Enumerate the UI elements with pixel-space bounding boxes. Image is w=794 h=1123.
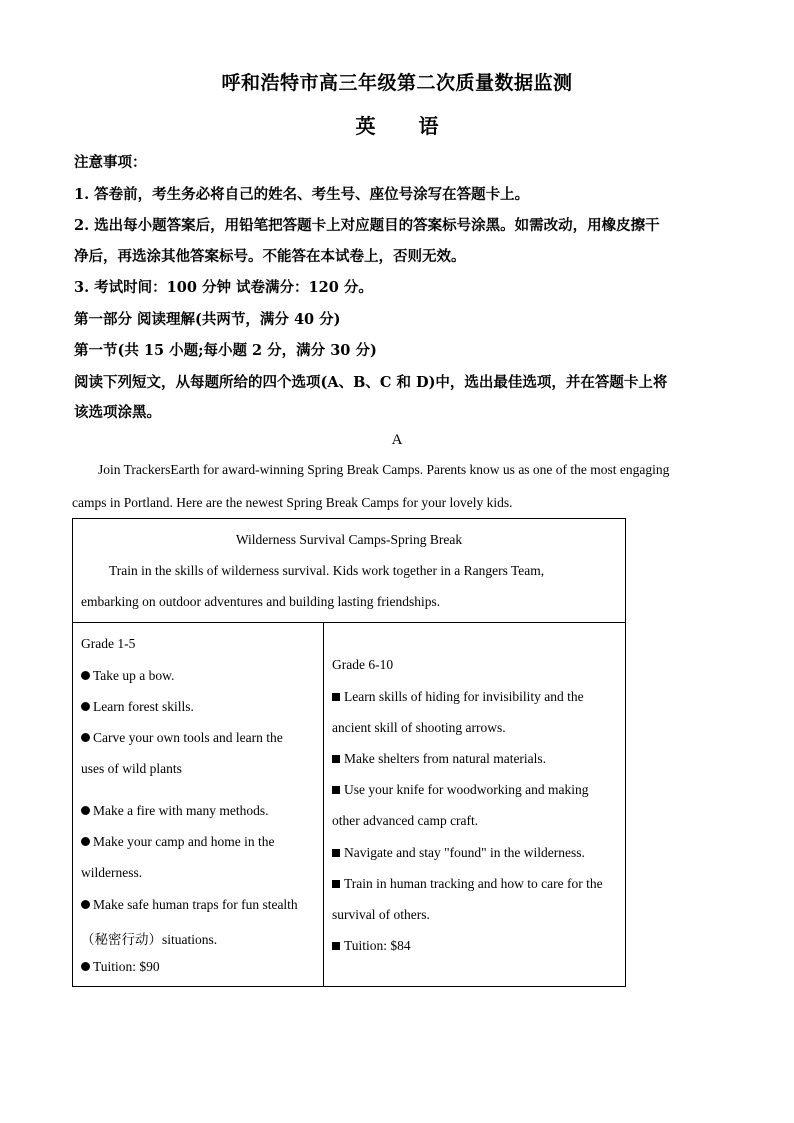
list-item: Make shelters from natural materials. <box>332 751 546 767</box>
exam-title: 呼和浩特市高三年级第二次质量数据监测 <box>221 72 573 94</box>
square-bullet-icon <box>332 693 340 701</box>
list-item: Learn forest skills. <box>81 699 194 715</box>
list-item: Tuition: $90 <box>81 959 160 975</box>
note-item-2-line-2: 净后，再选涂其他答案标号。不能答在本试卷上，否则无效。 <box>74 248 466 265</box>
list-item-continued: wilderness. <box>81 865 143 880</box>
list-item: Make a fire with many methods. <box>81 803 268 819</box>
list-item: Tuition: $84 <box>332 938 411 954</box>
square-bullet-icon <box>332 786 340 794</box>
table-title: Wilderness Survival Camps-Spring Break <box>235 532 463 547</box>
table-description-line-1: Train in the skills of wilderness survival. Kids work together in a Rangers Team, <box>109 563 545 578</box>
list-item: Take up a bow. <box>81 668 174 684</box>
table-description-line-2: embarking on outdoor adventures and building lasting friendships. <box>81 594 441 609</box>
list-item-continued: other advanced camp craft. <box>332 813 479 828</box>
note-item-2-line-1: 2. 选出每小题答案后，用铅笔把答题卡上对应题目的答案标号涂黑。如需改动，用橡皮擦干 <box>74 217 660 234</box>
section-one-heading: 第一节(共 15 小题;每小题 2 分，满分 30 分) <box>74 342 377 359</box>
note-item-1: 1. 答卷前，考生务必将自己的姓名、考生号、座位号涂写在答题卡上。 <box>74 186 530 203</box>
instruction-line-2: 该选项涂黑。 <box>74 404 161 421</box>
table-header-cell <box>73 519 625 623</box>
passage-letter: A <box>391 432 403 448</box>
square-bullet-icon <box>332 880 340 888</box>
left-grade-label: Grade 1-5 <box>81 636 136 651</box>
bullet-icon <box>81 733 90 742</box>
note-item-3: 3. 考试时间：100 分钟 试卷满分：120 分。 <box>74 279 373 296</box>
part-one-heading: 第一部分 阅读理解(共两节，满分 40 分) <box>74 311 341 328</box>
passage-intro-line-1: Join TrackersEarth for award-winning Spring Break Camps. Parents know us as one of the most engaging <box>98 462 670 477</box>
bullet-icon <box>81 671 90 680</box>
list-item-continued: ancient skill of shooting arrows. <box>332 720 506 735</box>
square-bullet-icon <box>332 942 340 950</box>
list-item-continued: uses of wild plants <box>81 761 182 776</box>
list-item-continued: survival of others. <box>332 907 430 922</box>
list-item: Carve your own tools and learn the <box>81 730 283 746</box>
passage-intro-line-2: camps in Portland. Here are the newest Spring Break Camps for your lovely kids. <box>72 495 513 510</box>
bullet-icon <box>81 702 90 711</box>
column-divider <box>323 623 324 986</box>
list-item: Learn skills of hiding for invisibility and the <box>332 689 584 705</box>
square-bullet-icon <box>332 849 340 857</box>
bullet-icon <box>81 900 90 909</box>
camp-table <box>72 518 626 987</box>
list-item: Make your camp and home in the <box>81 834 274 850</box>
subject-title: 英 语 <box>355 114 457 138</box>
bullet-icon <box>81 962 90 971</box>
instruction-line-1: 阅读下列短文，从每题所给的四个选项(A、B、C 和 D)中，选出最佳选项，并在答题卡上将 <box>74 374 668 391</box>
bullet-icon <box>81 837 90 846</box>
list-item: Use your knife for woodworking and making <box>332 782 588 798</box>
bullet-icon <box>81 806 90 815</box>
list-item: Make safe human traps for fun stealth <box>81 897 298 913</box>
notes-heading: 注意事项： <box>74 154 147 171</box>
list-item-continued: （秘密行动）situations. <box>81 932 218 947</box>
right-grade-label: Grade 6-10 <box>332 657 394 672</box>
list-item: Train in human tracking and how to care for the <box>332 876 603 892</box>
square-bullet-icon <box>332 755 340 763</box>
list-item: Navigate and stay "found" in the wilderness. <box>332 845 585 861</box>
